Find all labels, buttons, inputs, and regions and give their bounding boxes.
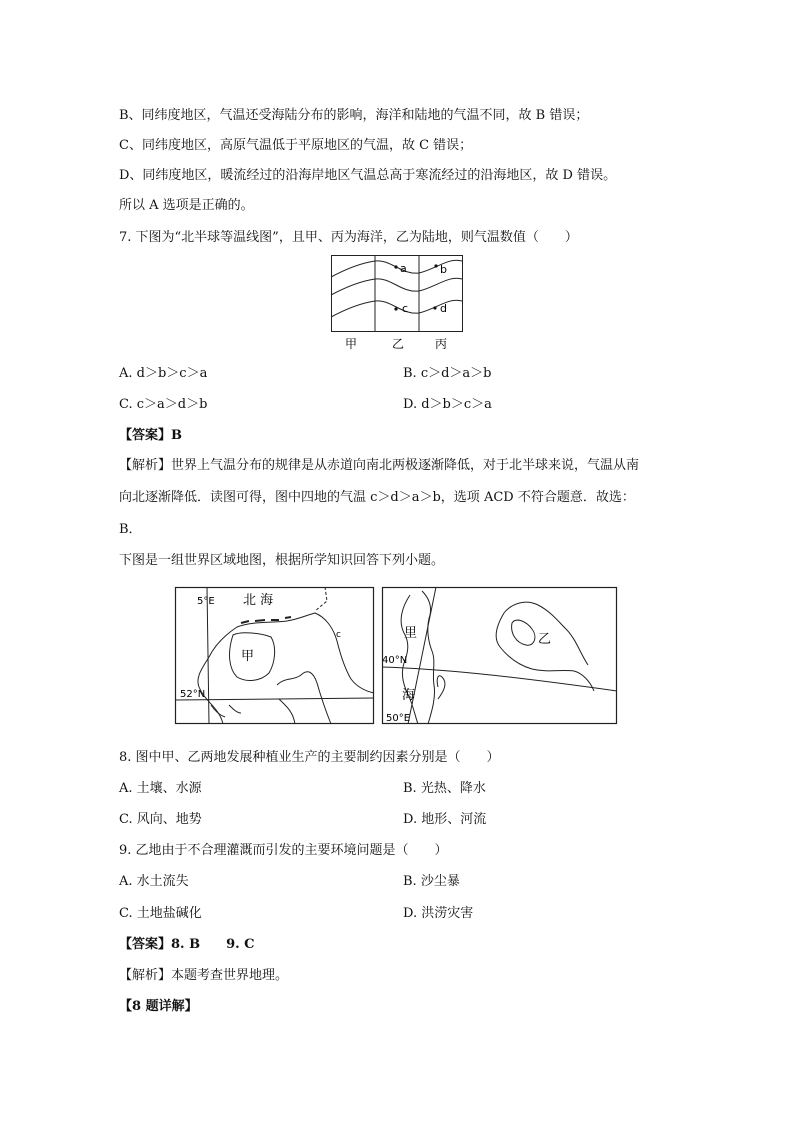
point-d-label: d [440,302,447,315]
q7-answer: 【答案】B [119,428,182,443]
meridian-5e [207,587,209,724]
coastline-netherlands [198,613,374,724]
q7-option-d: D. d＞b＞c＞a [403,397,492,412]
lat-label-left: 52°N [180,689,206,700]
river-left [277,672,331,724]
sea-label-hai: 海 [402,688,416,703]
region-label-bing: 丙 [435,337,448,351]
q8-option-b: B. 光热、降水 [403,781,486,796]
q9-option-a: A. 水土流失 [119,874,189,889]
explanation-line-c: C、同纬度地区，高原气温低于平原地区的气温，故 C 错误； [119,138,473,153]
region-label-jia-map: 甲 [241,649,255,664]
point-a-dot [394,265,397,268]
inland-river-2 [279,699,295,724]
point-c-label: c [402,302,409,315]
lon-label-right: 50°E [386,713,411,724]
q7-stem: 7. 下图为“北半球等温线图”，且甲、丙为海洋，乙为陆地，则气温数值（ ） [119,230,578,245]
explanation-line-b: B、同纬度地区，气温还受海陆分布的影响，海洋和陆地的气温不同，故 B 错误； [119,108,589,123]
border-dashed [315,587,327,611]
q8-option-d: D. 地形、河流 [403,812,487,827]
point-b-label: b [440,263,447,276]
q9-option-b: B. 沙尘暴 [403,874,460,889]
bay-outline [437,676,445,699]
map-left-netherlands [175,587,375,725]
region-label-yi: 乙 [392,337,405,351]
point-b-dot [434,264,437,267]
explanation-line-d: D、同纬度地区，暖流经过的沿海岸地区气温总高于寒流经过的沿海地区，故 D 错误。 [119,168,617,183]
point-a-label: a [400,262,407,275]
lat-label-right: 40°N [382,655,408,666]
q7-option-a: A. d＞b＞c＞a [119,366,208,381]
inner-circle [512,620,535,645]
isotherm-figure [331,255,471,355]
region-label-jia: 甲 [345,337,358,351]
map-right-caspian [382,587,618,725]
q7-option-b: B. c＞d＞a＞b [403,366,492,381]
q8-option-a: A. 土壤、水源 [119,781,202,796]
q9-stem: 9. 乙地由于不合理灌溉而引发的主要环境问题是（ ） [119,843,448,858]
detail-8-heading: 【8 题详解】 [119,999,198,1014]
answers-8-9: 【答案】8. B 9. C [119,937,255,952]
q9-option-d: D. 洪涝灾害 [403,906,474,921]
region-label-yi-map: 乙 [538,632,552,647]
lon-label-left: 5°E [197,596,215,607]
q7-option-c: C. c＞a＞d＞b [119,397,208,412]
q8-option-c: C. 风向、地势 [119,812,202,827]
explanation-conclusion: 所以 A 选项是正确的。 [119,198,254,213]
q8-stem: 8. 图中甲、乙两地发展种植业生产的主要制约因素分别是（ ） [119,750,500,765]
q7-analysis-line-1: 【解析】世界上气温分布的规律是从赤道向南北两极逐渐降低，对于北半球来说，气温从南 [119,458,640,473]
analysis-8-9: 【解析】本题考查世界地理。 [119,968,289,983]
map-right-frame [383,588,617,724]
sea-label-li: 里 [404,626,418,641]
small-label-c: c [336,630,341,640]
sea-label-north-sea: 北 海 [243,593,274,608]
point-d-dot [433,306,436,309]
map-group-intro: 下图是一组世界区域地图，根据所学知识回答下列小题。 [119,553,445,568]
q9-option-c: C. 土地盐碱化 [119,906,202,921]
q7-analysis-line-2: 向北逐渐降低．读图可得，图中四地的气温 c＞d＞a＞b，选项 ACD 不符合题意．故选： [119,490,635,505]
q7-analysis-line-3: B． [119,522,142,537]
isotherm-line-2 [331,278,462,295]
coast-detail-southwest [211,705,241,717]
meridian-50e [408,587,436,724]
point-c-dot [394,307,397,310]
